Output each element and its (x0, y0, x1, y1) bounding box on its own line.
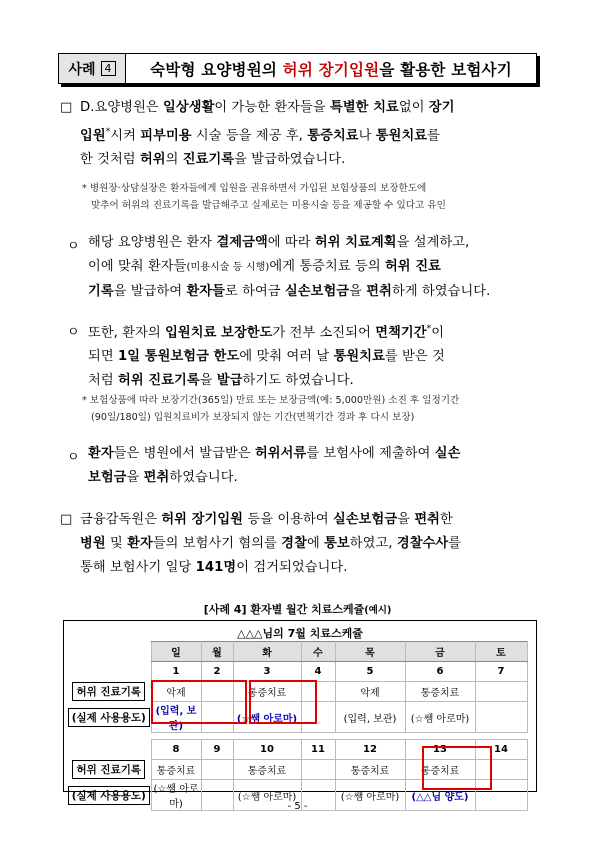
actual-cell: (☆쌤 아로마) (233, 780, 301, 811)
paragraph-5 (80, 508, 461, 580)
p4-line2: 보험금을 편취하였습니다. (88, 470, 238, 485)
p3-line1: 또한, 환자의 입원치료 보장한도가 전부 소진되어 면책기간*이 (88, 324, 445, 341)
p1-line2: 입원*시켜 피부미용 시술 등을 제공 후, 통증치료나 통원치료를 (80, 127, 440, 144)
day-mon: 월 (201, 642, 233, 662)
record-cell: 통증치료 (233, 682, 301, 702)
actual-cell (475, 702, 527, 733)
square-bullet: □ (60, 100, 73, 115)
case-tag-label: 사례 (68, 61, 96, 78)
record-cell (301, 760, 335, 780)
highlight-box-day3 (249, 680, 317, 724)
circle-bullet: ㅇ (67, 450, 80, 465)
highlight-box-day1 (151, 680, 247, 724)
date-cell: 9 (201, 740, 233, 760)
record-cell: 통증치료 (405, 760, 475, 780)
label-fake-record: 허위 진료기록 (72, 682, 145, 701)
title-pre: 숙박형 요양병원의 (150, 60, 283, 79)
highlight-box-day13 (422, 746, 492, 790)
day-thu: 목 (335, 642, 405, 662)
record-cell: 통증치료 (335, 760, 405, 780)
p2-line3: 기록을 발급하여 환자들로 하여금 실손보험금을 편취하게 하였습니다. (88, 284, 491, 299)
day-header-row (67, 642, 527, 662)
actual-cell: (☆쌤 아로마) (233, 702, 301, 733)
day-tue: 화 (233, 642, 301, 662)
record-cell: 악제 (151, 682, 201, 702)
footnote-2 (82, 392, 459, 426)
title-highlight: 허위 장기입원 (282, 60, 380, 79)
paragraph-3 (88, 317, 445, 393)
footnote-2-line1: * 보험상품에 따라 보장기간(365일) 만료 또는 보장금액(예: 5,000만원) 소진 후 일정기간 (82, 395, 460, 406)
paragraph-4 (88, 442, 460, 490)
day-wed: 수 (301, 642, 335, 662)
circle-bullet: ㅇ (67, 239, 80, 254)
case-tag (59, 54, 126, 83)
p5-line2: 병원 및 환자들의 보험사기 혐의를 경찰에 통보하였고, 경찰수사를 (80, 536, 462, 551)
paragraph-1 (80, 96, 455, 172)
week1-date-row (67, 662, 527, 682)
case-tag-number: 4 (101, 61, 116, 76)
date-cell: 11 (301, 740, 335, 760)
footnote-1-line1: * 병원장·상담실장은 환자들에게 입원을 권유하면서 가입된 보험상품의 보장한도에 (82, 183, 427, 194)
figure-caption (0, 601, 595, 617)
day-fri: 금 (405, 642, 475, 662)
date-cell: 6 (405, 662, 475, 682)
record-cell: 통증치료 (233, 760, 301, 780)
footnote-1-line2: 맞추어 허위의 진료기록을 발급해주고 실제로는 미용시술 등을 제공할 수 있다고 유인 (91, 200, 446, 211)
p3-line2: 되면 1일 통원보험금 한도에 맞춰 여러 날 통원치료를 받은 것 (88, 349, 445, 365)
date-cell: 4 (301, 662, 335, 682)
record-cell: 통증치료 (151, 760, 201, 780)
title-post: 을 활용한 보험사기 (379, 60, 512, 79)
day-sun: 일 (151, 642, 201, 662)
actual-cell: (△△님 양도) (405, 780, 475, 811)
p5-line3: 통해 보험사기 일당 141명이 검거되었습니다. (80, 560, 348, 575)
actual-cell: (입력, 보관) (335, 702, 405, 733)
label-fake-record: 허위 진료기록 (72, 760, 145, 779)
record-cell (201, 760, 233, 780)
label-actual-use: (실제 사용용도) (68, 786, 150, 805)
p1-line1: D.요양병원은 일상생활이 가능한 환자들을 특별한 치료없이 장기 (80, 100, 455, 115)
caption-sub: (예시) (364, 605, 392, 616)
record-cell (475, 682, 527, 702)
actual-cell: (입력, 보관) (151, 702, 201, 733)
record-cell: 악제 (335, 682, 405, 702)
date-cell: 2 (201, 662, 233, 682)
footnote-2-line2: (90일/180일) 입원치료비가 보장되지 않는 기간(면책기간 경과 후 다시 보장) (91, 412, 415, 423)
footnote-1 (82, 180, 446, 214)
date-cell: 10 (233, 740, 301, 760)
case-title-box (58, 53, 537, 84)
date-cell: 8 (151, 740, 201, 760)
actual-cell: (☆쌤 아로마) (405, 702, 475, 733)
date-cell: 14 (475, 740, 527, 760)
paragraph-2 (88, 231, 490, 304)
date-cell: 3 (233, 662, 301, 682)
label-actual-use: (실제 사용용도) (68, 708, 150, 727)
date-cell: 12 (335, 740, 405, 760)
p2-line1: 해당 요양병원은 환자 결제금액에 따라 허위 치료계획을 설계하고, (88, 235, 470, 250)
schedule-box (63, 620, 537, 810)
schedule-title: △△△님의 7월 치료스케쥴 (237, 627, 363, 640)
actual-cell: (☆쌤 아로마) (335, 780, 405, 811)
case-title (126, 58, 536, 80)
date-cell: 7 (475, 662, 527, 682)
p1-line3: 한 것처럼 허위의 진료기록을 발급하였습니다. (80, 152, 346, 168)
date-cell: 13 (405, 740, 475, 760)
square-bullet: □ (60, 512, 73, 527)
caption-main: [사례 4] 환자별 월간 치료스케쥴 (203, 603, 365, 616)
p5-line1: 금융감독원은 허위 장기입원 등을 이용하여 실손보험금을 편취한 (80, 512, 453, 527)
record-cell: 통증치료 (405, 682, 475, 702)
p4-line1: 환자들은 병원에서 발급받은 허위서류를 보험사에 제출하여 실손 (88, 446, 461, 461)
circle-bullet: ㅇ (67, 325, 80, 340)
day-sat: 토 (475, 642, 527, 662)
date-cell: 5 (335, 662, 405, 682)
page-number: - 5 - (287, 801, 308, 812)
p2-line2: 이에 맞춰 환자들(미용시술 등 시행)에게 통증치료 등의 허위 진료 (88, 259, 442, 274)
p3-line3: 처럼 허위 진료기록을 발급하기도 하였습니다. (88, 373, 354, 389)
date-cell: 1 (151, 662, 201, 682)
actual-cell: (☆쌤 아로마) (151, 780, 201, 811)
